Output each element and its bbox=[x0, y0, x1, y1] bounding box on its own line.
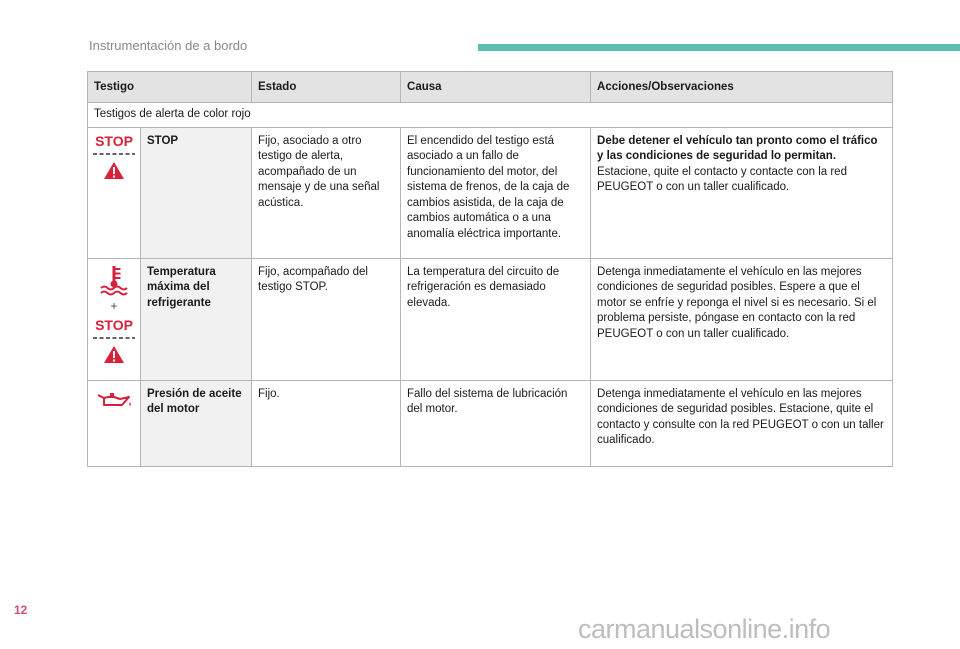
acciones-emphasis: Debe detener el vehículo tan pronto como el tráfico y las condiciones de seguridad lo permitan. bbox=[597, 134, 878, 162]
testigo-name: Presión de aceite del motor bbox=[141, 380, 252, 466]
testigo-name: STOP bbox=[141, 127, 252, 258]
table-row bbox=[88, 127, 893, 258]
acciones-text: Estacione, quite el contacto y contacte con la red PEUGEOT o con un taller cualificado. bbox=[597, 165, 847, 193]
column-header-causa: Causa bbox=[401, 72, 591, 103]
table-header-row bbox=[88, 72, 893, 103]
column-header-acciones: Acciones/Observaciones bbox=[591, 72, 893, 103]
plus-sign: + bbox=[110, 298, 118, 313]
svg-text:STOP: STOP bbox=[95, 132, 133, 149]
page-header-title: Instrumentación de a bordo bbox=[89, 38, 248, 53]
causa-cell: Fallo del sistema de lubricación del motor. bbox=[401, 380, 591, 466]
table-row bbox=[88, 380, 893, 466]
causa-cell: El encendido del testigo está asociado a un fallo de funcionamiento del motor, del sistema de frenos, de la caja de cambios asistida, de la caja de cambios automática o a una anomalía eléctrica importante. bbox=[401, 127, 591, 258]
column-header-testigo: Testigo bbox=[88, 72, 252, 103]
testigo-icon-cell bbox=[88, 127, 141, 258]
testigo-name: Temperatura máxima del refrigerante bbox=[141, 258, 252, 380]
watermark: carmanualsonline.info bbox=[578, 614, 831, 644]
acciones-cell: Detenga inmediatamente el vehículo en las mejores condiciones de seguridad posibles. Estacione, quite el contacto y consulte con la red PEUGEOT o con un taller cualificado. bbox=[591, 380, 893, 466]
stop-warning-icon bbox=[91, 132, 137, 182]
svg-text:STOP: STOP bbox=[95, 317, 133, 333]
section-row bbox=[88, 103, 893, 128]
testigo-icon-cell bbox=[88, 258, 141, 380]
table-row bbox=[88, 258, 893, 380]
column-header-estado: Estado bbox=[252, 72, 401, 103]
estado-cell: Fijo. bbox=[252, 380, 401, 466]
estado-cell: Fijo, acompañado del testigo STOP. bbox=[252, 258, 401, 380]
page-number: 12 bbox=[14, 603, 28, 617]
section-label: Testigos de alerta de color rojo bbox=[88, 103, 893, 128]
oil-pressure-icon bbox=[94, 389, 134, 411]
coolant-temperature-icon bbox=[97, 263, 131, 297]
causa-cell: La temperatura del circuito de refrigeración es demasiado elevada. bbox=[401, 258, 591, 380]
testigo-icon-cell bbox=[88, 380, 141, 466]
acciones-cell: Detenga inmediatamente el vehículo en las mejores condiciones de seguridad posibles. Espere a que el motor se enfríe y reponga el nivel si es necesario. Si el problema persiste, póngase en contacto con la red PEUGEOT o con un taller cualificado. bbox=[591, 258, 893, 380]
estado-cell: Fijo, asociado a otro testigo de alerta, acompañado de un mensaje y de una señal acústica. bbox=[252, 127, 401, 258]
stop-warning-icon bbox=[91, 316, 137, 366]
header-accent-bar bbox=[478, 44, 960, 51]
warning-lights-table bbox=[87, 71, 893, 467]
acciones-cell bbox=[591, 127, 893, 258]
